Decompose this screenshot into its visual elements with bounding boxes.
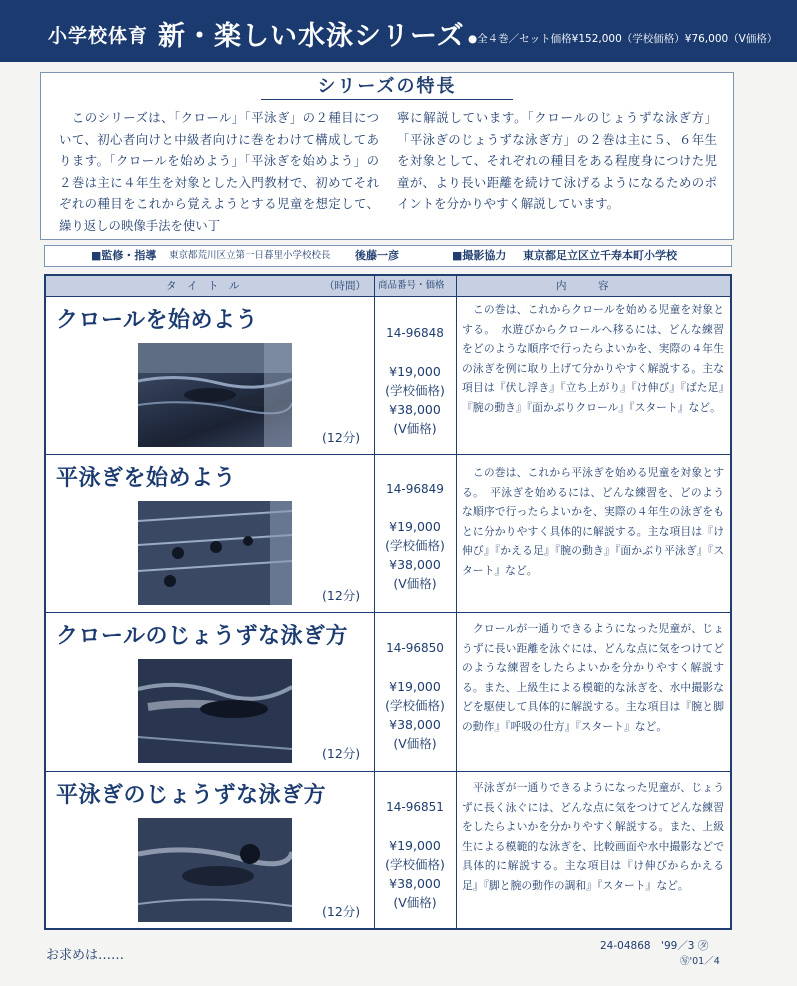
video-duration: (12分)	[322, 430, 361, 445]
swimming-photo	[138, 343, 292, 447]
revision-date: ㊢'01／4	[680, 956, 720, 967]
features-text-left: このシリーズは、「クロール」「平泳ぎ」の２種目について、初心者向けと中級者向けに巻をわけて構成してあります。「クロールを始めよう」「平泳ぎを始めよう」の２巻は主に４年生を対象とした入門教材で、初めてそれぞれの種目をこれから覚えようとする児童を想定して、繰り返しの映像手法を使い丁	[59, 110, 379, 233]
video-title: 平泳ぎを始めよう	[56, 466, 237, 491]
price-v: ¥38,000	[389, 557, 441, 572]
price-school: ¥19,000	[389, 519, 441, 534]
table-header	[46, 276, 730, 297]
series-features-box	[40, 72, 734, 240]
video-duration: (12分)	[322, 746, 361, 761]
swimming-photo	[138, 501, 292, 605]
price-v-label: (V価格)	[393, 736, 437, 751]
table-row	[46, 297, 730, 455]
supervisor-name: 後藤一彦	[355, 249, 399, 262]
table-row	[46, 772, 730, 928]
video-description: 平泳ぎが一通りできるようになった児童が、じょうずに長く泳ぐには、どんな点に気をつけてどんな練習をしたらよいかを分かりやすく解説する。また、上級生による模範的な泳ぎを、比較画面や水中撮影などで具体的に解説する。主な項目は『け伸びからかえる足』『脚と腕の動作の調和』『スタート』など。	[462, 781, 724, 892]
price-block	[376, 517, 454, 593]
price-block	[376, 836, 454, 912]
video-title: クロールのじょうずな泳ぎ方	[56, 624, 349, 649]
header-duration: （時間）	[324, 280, 366, 292]
video-duration: (12分)	[322, 588, 361, 603]
features-heading: シリーズの特長	[261, 75, 513, 100]
video-description: クロールが一通りできるようになった児童が、じょうずに長い距離を泳ぐには、どんな点に気をつけてどのような練習をしたらよいかを分かりやすく解説する。また、上級生による模範的な泳ぎを、水中撮影などを駆使して具体的に解説する。主な項目は『腕と脚の動作』『呼吸の仕方』『スタート』など。	[462, 622, 724, 733]
video-title: 平泳ぎのじょうずな泳ぎ方	[56, 783, 327, 808]
set-price-info: ●全４巻／セット価格¥152,000（学校価格）¥76,000（V価格）	[468, 33, 778, 45]
swimming-photo	[138, 818, 292, 922]
table-row	[46, 455, 730, 613]
video-description: この巻は、これからクロールを始める児童を対象とする。 水遊びからクロールへ移るには、どんな練習をどのような順序で行ったらよいかを、実際の４年生の泳ぎを例に取り上げて分かりやすく解説する。主な項目は『伏し浮き』『立ち上がり』『け伸び』『ばた足』『腕の動き』『面かぶりクロール』『スタート』など。	[462, 303, 724, 414]
features-text-right: 寧に解説しています。「クロールのじょうずな泳ぎ方」「平泳ぎのじょうずな泳ぎ方」の２巻は主に５、６年生を対象として、それぞれの種目をある程度身につけた児童が、より長い距離を続けて泳げるようになるためのポイントを分かりやすく解説しています。	[397, 110, 717, 211]
series-label: 小学校体育	[48, 25, 149, 47]
product-code: 14-96848	[386, 326, 444, 340]
credits-bar	[44, 245, 732, 267]
supervisor-school: 東京都荒川区立第一日暮里小学校校長	[169, 250, 331, 261]
price-school: ¥19,000	[389, 679, 441, 694]
price-school-label: (学校価格)	[385, 383, 445, 398]
video-duration: (12分)	[322, 904, 361, 919]
header-code-price: 商品番号・価格	[378, 280, 445, 291]
product-code: 14-96849	[386, 482, 444, 496]
price-v: ¥38,000	[389, 402, 441, 417]
price-school: ¥19,000	[389, 364, 441, 379]
catalog-code-date: 24-04868 '99／3 ㋟	[600, 940, 709, 952]
price-v-label: (V価格)	[393, 421, 437, 436]
table-row	[46, 613, 730, 772]
price-v: ¥38,000	[389, 717, 441, 732]
price-school-label: (学校価格)	[385, 698, 445, 713]
header-content: 内 容	[556, 280, 609, 292]
price-school-label: (学校価格)	[385, 538, 445, 553]
swimming-photo	[138, 659, 292, 763]
series-title: 新・楽しい水泳シリーズ	[158, 21, 465, 52]
price-v: ¥38,000	[389, 876, 441, 891]
price-block	[376, 362, 454, 438]
product-table	[44, 274, 732, 930]
header-title: タ イ ト ル	[166, 280, 240, 292]
catalog-header	[0, 0, 797, 62]
cooperation-label: ■撮影協力	[452, 249, 507, 262]
price-block	[376, 677, 454, 753]
supervisor-label: ■監修・指導	[91, 249, 157, 262]
product-code: 14-96851	[386, 800, 444, 814]
cooperation-school: 東京都足立区立千寿本町小学校	[523, 249, 677, 262]
product-code: 14-96850	[386, 641, 444, 655]
price-v-label: (V価格)	[393, 895, 437, 910]
order-text: お求めは……	[46, 948, 125, 963]
price-school-label: (学校価格)	[385, 857, 445, 872]
video-description: この巻は、これから平泳ぎを始める児童を対象とする。 平泳ぎを始めるには、どんな練習を、どのような順序で行ったらよいかを、実際の４年生の泳ぎをもとに分かりやすく具体的に解説する。主な項目は『け伸び』『かえる足』『腕の動き』『面かぶり平泳ぎ』『スタート』など。	[462, 466, 724, 577]
price-school: ¥19,000	[389, 838, 441, 853]
video-title: クロールを始めよう	[56, 308, 259, 333]
price-v-label: (V価格)	[393, 576, 437, 591]
